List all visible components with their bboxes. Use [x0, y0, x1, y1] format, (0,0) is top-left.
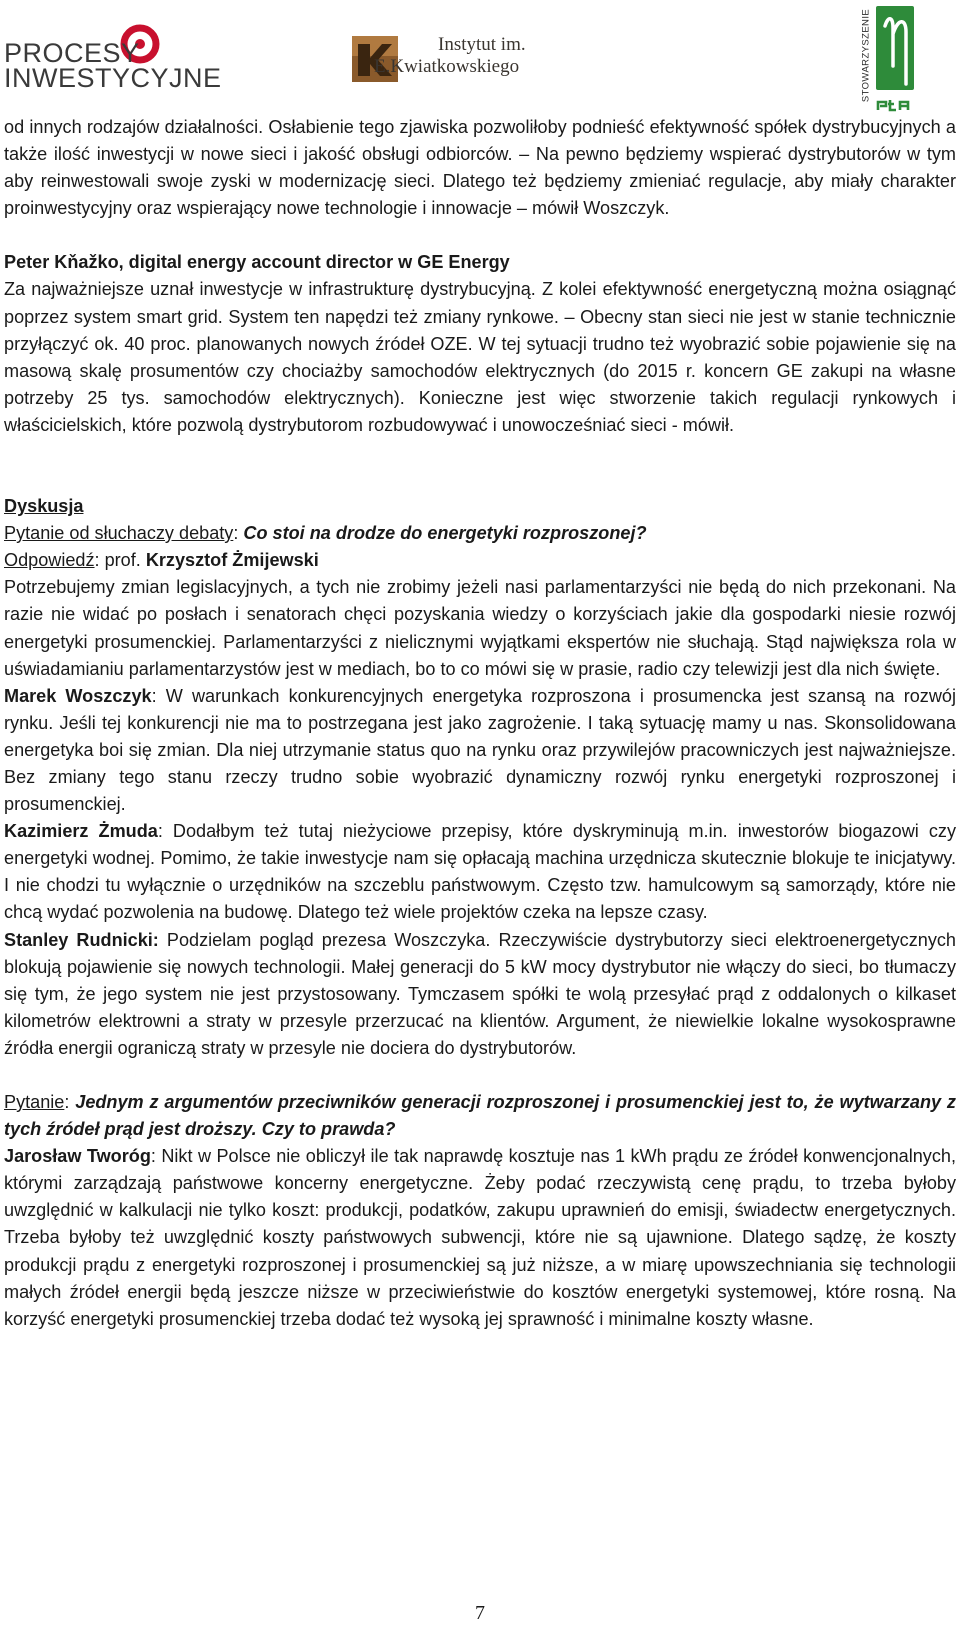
answer-1-label: Odpowiedź — [4, 550, 95, 571]
paragraph-zmijewski: Potrzebujemy zmian legislacyjnych, a tych nie zrobimy jeżeli nasi parlamentarzyści nie będą do nich przekonani. Na razie nie widać po posłach i senatorach chęci pozyskania wiedzy o korzyściach jakie dla gospodarki niesie rozwój energetyki prosumenckiej. Parlamentarzyści z nielicznymi wyjątkami ekspertów nie słuchają. Stąd największa rola w uświadamianiu parlamentarzystów jest w mediach, bo to co mówi się w prasie, radio czy telewizji jest dla nich święte. — [4, 577, 956, 679]
instytut-kwiatkowskiego-logo — [352, 34, 562, 84]
logo-center-line1: Instytut im. — [438, 34, 526, 55]
speaker-text-woszczyk: : W warunkach konkurencyjnych energetyka rozproszona i prosumencka jest szansą na rozwój rynku. Jeśli tej konkurencji nie ma to postrzegana jest jako zagrożenie. I taką sytuację mamy u nas. Skonsolidowana energetyka boi się zmian. Dla niej utrzymanie status quo na rynku oraz przywilejów pracowniczych jest najważniejsze. Bez zmiany tego stanu rzeczy trudno sobie wyobrazić dynamiczny rozwój rynku energetyki rozproszonej i prosumenckiej. — [4, 685, 957, 815]
paragraph-intro: od innych rodzajów działalności. Osłabienie tego zjawiska pozwoliłoby podnieść efektywność spółek dystrybucyjnych a także ilość inwestycji w nowe sieci i jakość obsługi odbiorców. – Na pewno będziemy wspierać dystrybutorów w tym aby reinwestowali swoje zyski w modernizację sieci. Dlatego też będziemy zmieniać regulacje, aby miały charakter proinwestycyjny oraz wspierający nowe technologie i innowacje – mówił Woszczyk. — [4, 117, 956, 219]
question-1-label: Pytanie od słuchaczy debaty — [4, 523, 234, 544]
logo-center-line2: E.Kwiatkowskiego — [374, 56, 520, 77]
speaker-name-knazko: Peter Kňažko, digital energy account director w GE Energy — [4, 252, 510, 273]
paragraph-woszczyk — [4, 683, 956, 818]
spacer — [4, 222, 956, 249]
speaker-name-woszczyk: Marek Woszczyk — [4, 685, 152, 706]
paragraph-rudnicki — [4, 927, 956, 1062]
paragraph-tworog — [4, 1143, 956, 1333]
question-2-label: Pytanie — [4, 1092, 65, 1112]
speaker-text-tworog: : Nikt w Polsce nie obliczył ile tak naprawdę kosztuje nas 1 kWh prądu ze źródeł konwencjonalnych, którymi zarządzają państwowe koncerny energetyczne. Żeby podać rzeczywistą cenę prądu, to trzeba byłoby uwzględnić w kalkulacji nie tylko koszt: produkcji, podatków, zakupu uprawnień do emisji, świadectw energetycznych. Trzeba byłoby też uwzględnić koszty państwowych subwencji, które nie są ujawnione. Dlatego sądzę, że koszty produkcji prądu z energetyki rozproszonej i prosumenckiej są już niższe, a w miarę upowszechniania się technologii małych źródeł energii będą jeszcze niższe w przeciwieństwie do kosztów energetyki systemowej, które rosną. Na korzyść energetyki prosumenckiej trzeba dodać też wysoką jej sprawność i minimalne koszty własne. — [4, 1146, 956, 1329]
paragraph-knazko: Za najważniejsze uznał inwestycje w infrastrukturę dystrybucyjną. Z kolei efektywność energetyczną można osiągnąć poprzez system smart grid. System ten napędzi też zmiany rynkowe. – Obecny stan sieci nie jest w stanie technicznie przyłączyć ok. 40 proc. planowanych nowych źródeł OZE. W tej sytuacji trudno też wyobrazić sobie pojawienie się na masową skalę prosumentów czy chociażby samochodów elektrycznych (do 2015 r. koncern GE zakupi na własne potrzeby 25 tys. samochodów elektrycznych). Konieczne jest więc stworzenie takich regulacji rynkowych i właścicielskich, które pozwolą dystrybutorom rozbudowywać i unowocześniać sieci - mówił. — [4, 279, 956, 435]
paragraph-zmuda — [4, 818, 956, 926]
answer-1-mid: : prof. — [94, 550, 146, 571]
question-1-colon: : — [233, 523, 244, 544]
question-2-text: Jednym z argumentów przeciwników generacji rozproszonej i prosumenckiej jest to, że wytwarzany z tych źródeł prąd jest droższy. Czy to prawda? — [4, 1092, 956, 1140]
eta-letter-icon — [876, 6, 914, 90]
question-2-colon: : — [64, 1092, 76, 1112]
document-body — [4, 114, 956, 1333]
spacer — [4, 1062, 956, 1089]
question-1 — [4, 520, 956, 547]
eta-wordmark-icon — [876, 96, 914, 114]
question-1-text: Co stoi na drodze do energetyki rozproszonej? — [243, 523, 647, 544]
answer-1-speaker: Krzysztof Żmijewski — [145, 550, 319, 571]
stowarzyszenie-eta-logo — [856, 4, 916, 116]
procesy-inwestycyjne-logo — [4, 22, 222, 93]
speaker-text-zmuda: : Dodałbym też tutaj nieżyciowe przepisy, które dyskryminują m.in. inwestorów biogazowi czy energetyki wodnej. Pomimo, że takie inwestycje nam się opłacają machina urzędnicza skutecznie blokuje te inicjatywy. I nie chodzi tu wyłącznie o urzędników na szczeblu państwowym. Często tzw. hamulcowym są samorządy, które nie chcą wydać pozwolenia na budowę. Dlatego też wiele projektów czeka na lepsze czasy. — [4, 821, 956, 923]
page-number: 7 — [475, 1602, 485, 1624]
answer-1-heading — [4, 547, 956, 574]
speaker-name-rudnicki: Stanley Rudnicki: — [4, 929, 159, 950]
speaker-heading-knazko — [4, 249, 956, 276]
speaker-text-rudnicki: Podzielam pogląd prezesa Woszczyka. Rzeczywiście dystrybutorzy sieci elektroenergetycznych blokują pojawienie się nowych technologii. Małej generacji do 5 kW mocy dystrybutor nie włączy do sieci, bo tłumaczy się tym, że jego system nie jest przystosowany. Tymczasem spółki te wolą przesyłać prąd z oddalonych o kilkaset kilometrów elektrowni a straty w przesyle przerzucać na klientów. Argument, że niewielkie lokalne wysokosprawne źródła energii ograniczą straty w przesyle nie dociera do dystrybutorów. — [4, 929, 956, 1058]
eta-green-badge — [876, 6, 914, 90]
logo-left-line2: INWESTYCYJNE — [4, 63, 222, 93]
page-header — [0, 0, 960, 118]
logo-right-vertical-text: STOWARZYSZENIE — [860, 8, 872, 103]
logo-left-line1: PROCESY — [4, 38, 140, 68]
section-heading-dyskusja — [4, 493, 956, 520]
spacer — [4, 439, 956, 466]
speaker-name-tworog: Jarosław Tworóg — [4, 1146, 151, 1167]
question-2 — [4, 1089, 956, 1143]
speaker-name-zmuda: Kazimierz Żmuda — [4, 821, 158, 842]
spacer — [4, 466, 956, 493]
dyskusja-title: Dyskusja — [4, 496, 84, 517]
